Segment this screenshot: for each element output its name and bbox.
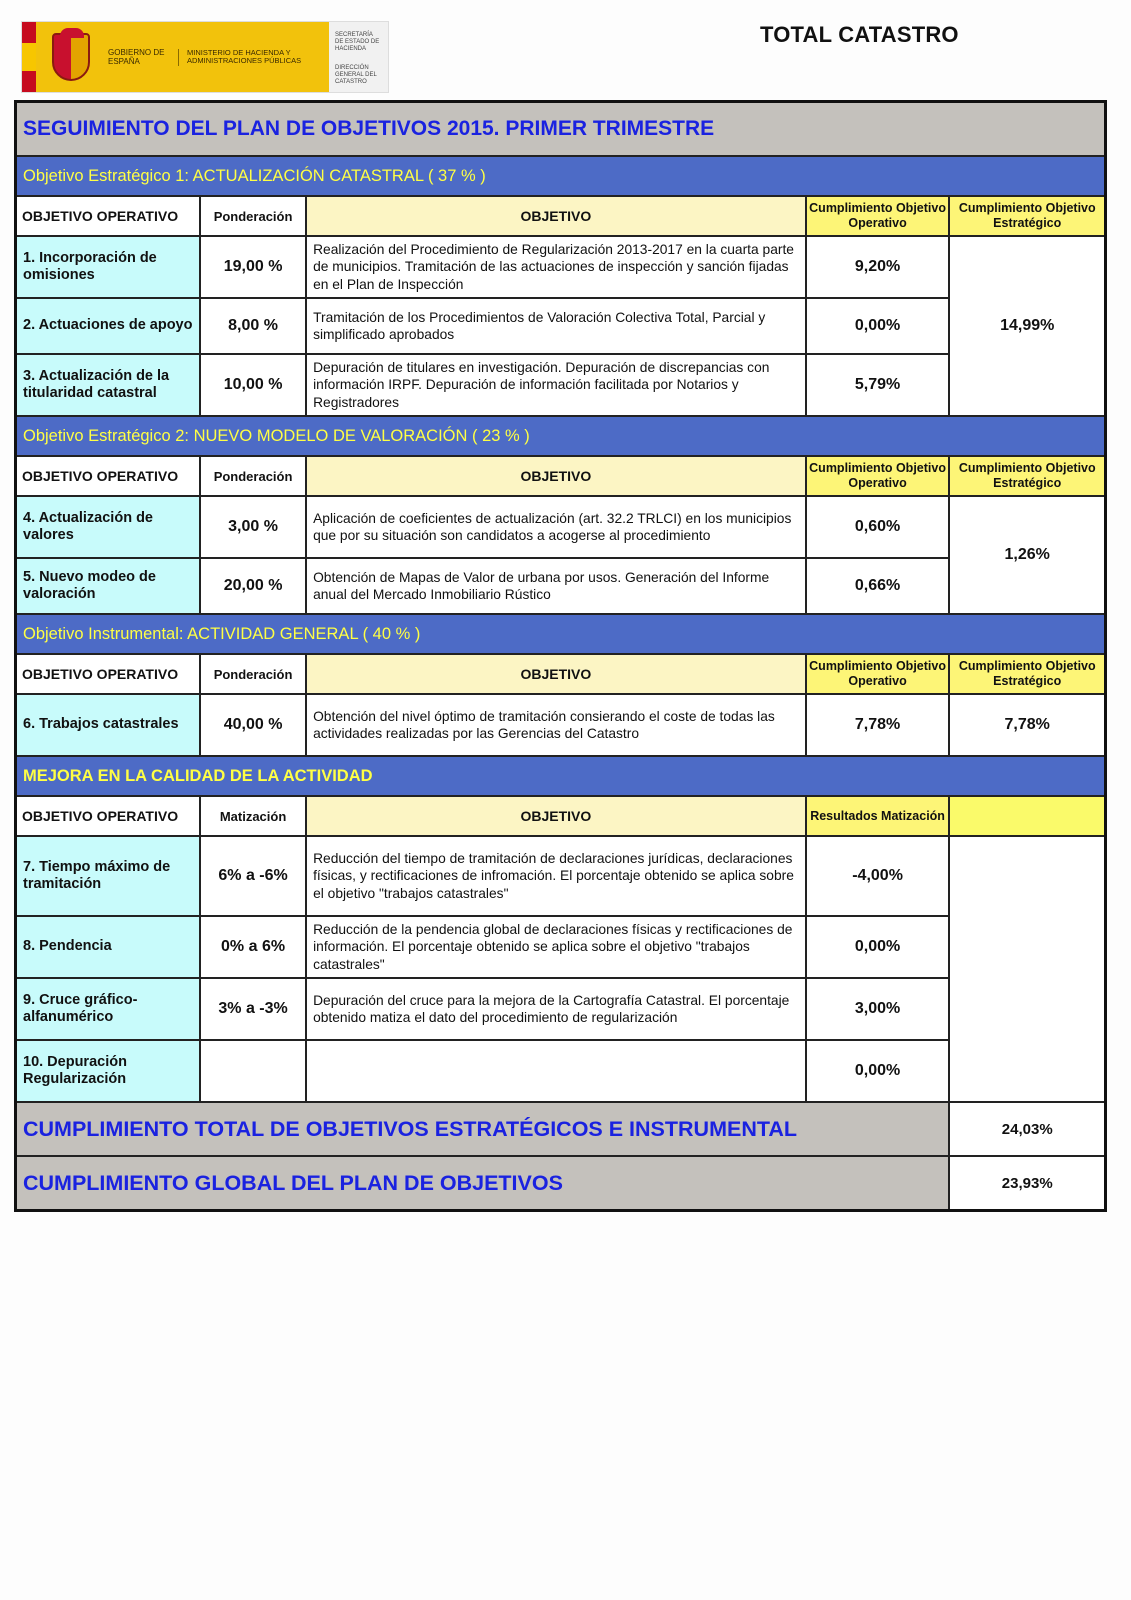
table-row <box>16 236 1106 298</box>
col-header-operativo: OBJETIVO OPERATIVO <box>16 196 201 236</box>
objetivo-cell: Depuración de titulares en investigación. Depuración de discrepancias con información IRPF. Depuración de información facilitada por Notarios y Registradores <box>306 354 806 416</box>
table-row <box>16 916 1106 978</box>
objectives-table <box>14 100 1107 1212</box>
col-header-ponderacion: Ponderación <box>200 196 306 236</box>
col-header-objetivo: OBJETIVO <box>306 654 806 694</box>
table-row <box>16 978 1106 1040</box>
resultado-cell: 3,00% <box>806 978 950 1040</box>
global-row <box>16 1156 1106 1211</box>
col-header-cumplimiento-op: Cumplimiento Objetivo Operativo <box>806 196 950 236</box>
operativo-cell: 6. Trabajos catastrales <box>16 694 201 756</box>
cumplimiento-cell: 9,20% <box>806 236 950 298</box>
ponderacion-cell: 40,00 % <box>200 694 306 756</box>
section-title: Objetivo Estratégico 1: ACTUALIZACIÓN CATASTRAL ( 37 % ) <box>23 166 486 185</box>
col-header-empty <box>949 796 1105 836</box>
operativo-cell: 4. Actualización de valores <box>16 496 201 558</box>
section-4-header <box>16 756 1106 796</box>
operativo-cell: 8. Pendencia <box>16 916 201 978</box>
logo-secretaria: SECRETARÍA DE ESTADO DE HACIENDA <box>335 32 380 52</box>
cumplimiento-cell: 0,00% <box>806 298 950 354</box>
objetivo-cell: Reducción de la pendencia global de declaraciones físicas y rectificaciones de información. El porcentaje obtenido se aplica sobre el objetivo "trabajos catastrales" <box>306 916 806 978</box>
matizacion-cell: 0% a 6% <box>200 916 306 978</box>
section-1-header <box>16 156 1106 196</box>
logo-ministerio: MINISTERIO DE HACIENDA Y ADMINISTRACIONES PÚBLICAS <box>178 49 327 66</box>
ponderacion-cell: 20,00 % <box>200 558 306 614</box>
matizacion-cell: 6% a -6% <box>200 836 306 916</box>
objetivo-cell: Reducción del tiempo de tramitación de declaraciones jurídicas, declaraciones físicas, y rectificaciones de infromación. El porcentaje obtenido se aplica sobre el objetivo "trabajos catastrales" <box>306 836 806 916</box>
ponderacion-cell: 19,00 % <box>200 236 306 298</box>
col-header-cumplimiento-op: Cumplimiento Objetivo Operativo <box>806 456 950 496</box>
col-header-cumplimiento-es: Cumplimiento Objetivo Estratégico <box>949 196 1105 236</box>
column-header-row <box>16 654 1106 694</box>
operativo-cell: 1. Incorporación de omisiones <box>16 236 201 298</box>
objetivo-cell <box>306 1040 806 1102</box>
global-value: 23,93% <box>949 1156 1105 1211</box>
table-row <box>16 836 1106 916</box>
resultado-cell: 0,00% <box>806 916 950 978</box>
ministry-logo <box>22 22 388 92</box>
table-row <box>16 694 1106 756</box>
operativo-cell: 9. Cruce gráfico-alfanumérico <box>16 978 201 1040</box>
strategic-cell: 7,78% <box>949 694 1105 756</box>
column-header-row <box>16 796 1106 836</box>
total-row <box>16 1102 1106 1156</box>
global-label: CUMPLIMIENTO GLOBAL DEL PLAN DE OBJETIVOS <box>16 1156 950 1211</box>
col-header-objetivo: OBJETIVO <box>306 796 806 836</box>
logo-gold-panel <box>36 22 329 92</box>
col-header-resultados: Resultados Matización <box>806 796 950 836</box>
objetivo-cell: Obtención de Mapas de Valor de urbana por usos. Generación del Informe anual del Mercado Inmobiliario Rústico <box>306 558 806 614</box>
ponderacion-cell: 8,00 % <box>200 298 306 354</box>
col-header-ponderacion: Ponderación <box>200 654 306 694</box>
strategic-cell: 1,26% <box>949 496 1105 614</box>
col-header-matizacion: Matización <box>200 796 306 836</box>
title-row <box>16 102 1106 157</box>
resultado-cell: -4,00% <box>806 836 950 916</box>
section-title: Objetivo Estratégico 2: NUEVO MODELO DE VALORACIÓN ( 23 % ) <box>23 426 530 445</box>
total-value: 24,03% <box>949 1102 1105 1156</box>
operativo-cell: 7. Tiempo máximo de tramitación <box>16 836 201 916</box>
objetivo-cell: Depuración del cruce para la mejora de la Cartografía Catastral. El porcentaje obtenido matiza el dato del procedimiento de regularización <box>306 978 806 1040</box>
table-row <box>16 354 1106 416</box>
col-header-ponderacion: Ponderación <box>200 456 306 496</box>
table-row <box>16 496 1106 558</box>
col-header-operativo: OBJETIVO OPERATIVO <box>16 654 201 694</box>
cumplimiento-cell: 5,79% <box>806 354 950 416</box>
operativo-cell: 10. Depuración Regularización <box>16 1040 201 1102</box>
total-catastro-label: TOTAL CATASTRO <box>760 22 959 47</box>
table-row <box>16 298 1106 354</box>
col-header-cumplimiento-es: Cumplimiento Objetivo Estratégico <box>949 654 1105 694</box>
coat-of-arms-icon <box>52 33 90 81</box>
objetivo-cell: Obtención del nivel óptimo de tramitación consierando el coste de todas las actividades realizadas por las Gerencias del Catastro <box>306 694 806 756</box>
column-header-row <box>16 456 1106 496</box>
total-label: CUMPLIMIENTO TOTAL DE OBJETIVOS ESTRATÉGICOS E INSTRUMENTAL <box>16 1102 950 1156</box>
ponderacion-cell: 3,00 % <box>200 496 306 558</box>
matizacion-cell <box>200 1040 306 1102</box>
flag-strip <box>22 22 36 92</box>
objetivo-cell: Realización del Procedimiento de Regularización 2013-2017 en la cuarta parte de municipios. Tramitación de las actuaciones de inspección y sanción fijadas en el Plan de Inspección <box>306 236 806 298</box>
col-header-objetivo: OBJETIVO <box>306 196 806 236</box>
cumplimiento-cell: 7,78% <box>806 694 950 756</box>
col-header-operativo: OBJETIVO OPERATIVO <box>16 456 201 496</box>
cumplimiento-cell: 0,60% <box>806 496 950 558</box>
column-header-row <box>16 196 1106 236</box>
empty-cell <box>949 836 1105 1102</box>
section-3-header <box>16 614 1106 654</box>
operativo-cell: 2. Actuaciones de apoyo <box>16 298 201 354</box>
strategic-cell: 14,99% <box>949 236 1105 416</box>
table-row <box>16 1040 1106 1102</box>
logo-gobierno: GOBIERNO DE ESPAÑA <box>108 48 165 66</box>
col-header-cumplimiento-es: Cumplimiento Objetivo Estratégico <box>949 456 1105 496</box>
logo-grey-panel <box>329 22 388 92</box>
matizacion-cell: 3% a -3% <box>200 978 306 1040</box>
ponderacion-cell: 10,00 % <box>200 354 306 416</box>
logo-direccion: DIRECCIÓN GENERAL DEL CATASTRO <box>335 65 377 85</box>
operativo-cell: 5. Nuevo modeo de valoración <box>16 558 201 614</box>
section-title: Objetivo Instrumental: ACTIVIDAD GENERAL ( 40 % ) <box>23 624 421 643</box>
resultado-cell: 0,00% <box>806 1040 950 1102</box>
page-title: SEGUIMIENTO DEL PLAN DE OBJETIVOS 2015. PRIMER TRIMESTRE <box>23 117 715 140</box>
col-header-cumplimiento-op: Cumplimiento Objetivo Operativo <box>806 654 950 694</box>
col-header-operativo: OBJETIVO OPERATIVO <box>16 796 201 836</box>
section-title: MEJORA EN LA CALIDAD DE LA ACTIVIDAD <box>23 766 373 785</box>
operativo-cell: 3. Actualización de la titularidad catastral <box>16 354 201 416</box>
objetivo-cell: Tramitación de los Procedimientos de Valoración Colectiva Total, Parcial y simplificado aprobados <box>306 298 806 354</box>
section-2-header <box>16 416 1106 456</box>
cumplimiento-cell: 0,66% <box>806 558 950 614</box>
crown-icon <box>60 28 84 38</box>
table-row <box>16 558 1106 614</box>
col-header-objetivo: OBJETIVO <box>306 456 806 496</box>
objetivo-cell: Aplicación de coeficientes de actualización (art. 32.2 TRLCI) en los municipios que por su situación son candidatos a acogerse al procedimiento <box>306 496 806 558</box>
